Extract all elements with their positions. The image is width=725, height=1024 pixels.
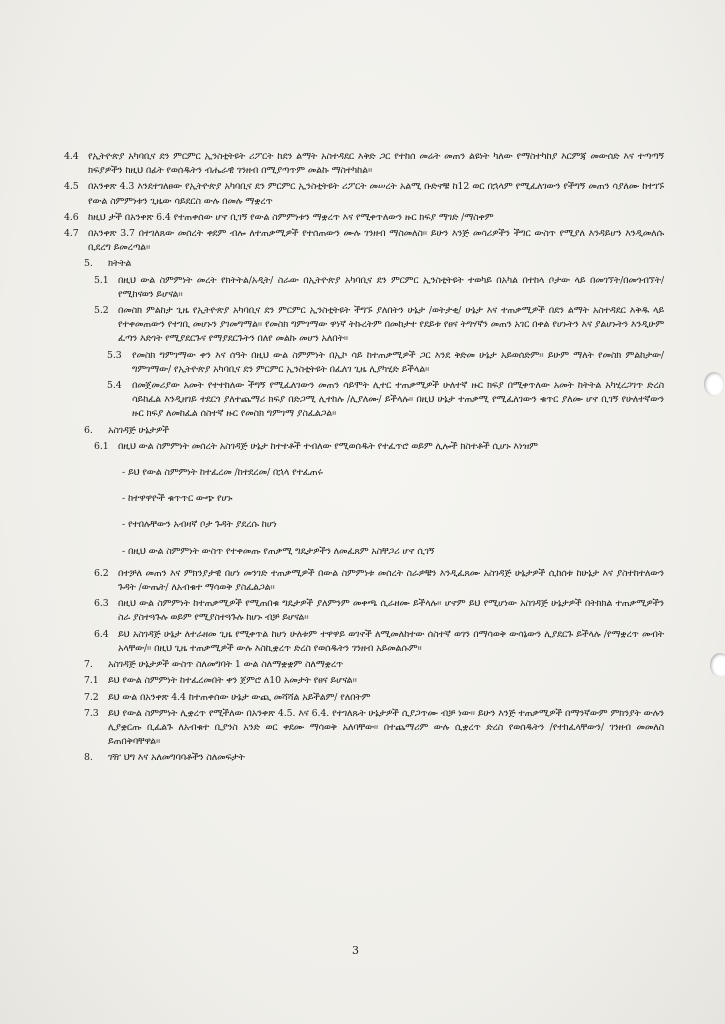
section-number: 7. bbox=[84, 659, 93, 671]
clause-number: 7.2 bbox=[84, 691, 99, 703]
section-heading bbox=[64, 751, 664, 765]
clause-number: 4.6 bbox=[64, 211, 79, 223]
section-title: አስገዳጅ ሁኔታዎች bbox=[108, 424, 169, 436]
clause bbox=[64, 379, 664, 422]
clause bbox=[64, 274, 664, 302]
clause-text: በዚህ ውል ስምምነት መሰረት አስገዳጅ ሁኔታ ከተተቶች ተብለው የሚወሰዱት የተፈጥሮ ወይም ሊሎች ክስተቶች ሲሆኑ እነዝም bbox=[118, 440, 538, 452]
clause-number: 5.3 bbox=[107, 349, 122, 361]
clause-number: 4.7 bbox=[64, 228, 79, 240]
clause-text: በአንቀጽ 3.7 በተገለጸው መሰረት ቀደም ብሎ ለተጠቃሚዎች የተሰጠውን ሙሉ ገንዘብ ማስመለስ፡፡ ይሁን እንጅ መሳሪዎችን ችግር ውስጥ የሚያለ እንዳይሆን እንዲመለሱ ቢደረግ ይመረጣል፡፡ bbox=[88, 228, 664, 254]
clause bbox=[64, 349, 664, 377]
bullet-item: - በዚህ ውል ስምምነት ውስጥ የተቀመጡ የጠቃሚ ግዴታዎችን ለመፈጸም አስቸጋሪ ሆኖ ሲገኝ bbox=[122, 545, 435, 557]
section-number: 5. bbox=[84, 258, 93, 270]
clause-text: በአንቀጽ 4.3 እንደተገለፀው የኢትዮጵያ አካባቢና ደን ምርምር ኢንስቲትዩት ሪፖርት መሠረት አልሚ ቡድኖቹ ከ12 ወር በኋላም የሚፈለገውን የችግኝ መጠን ሳያለሙ ከተገኙ የውል ስምምነቱን ጊዜው ሳይደርስ ውሉ በመሉ ማቋረጥ bbox=[88, 181, 664, 207]
clause-number: 6.1 bbox=[94, 440, 109, 452]
clause bbox=[64, 628, 664, 656]
clause bbox=[64, 707, 664, 750]
clause-text: ይህ ውል በአንቀጽ 4.4 ከተጠቀሰው ሁኔታ ውጪ መሻሻል አይችልም/ የለበትም bbox=[108, 691, 371, 703]
clause-number: 5.1 bbox=[94, 274, 109, 286]
section-title: አስገዳጅ ሁኔታዎች ውስጥ ስለመግባት 1 ውል ስለማቋቋም ስለማቋረጥ bbox=[108, 659, 344, 671]
clause-number: 7.1 bbox=[84, 675, 99, 687]
clause-number: 5.2 bbox=[94, 305, 109, 317]
clause-number: 6.4 bbox=[94, 628, 109, 640]
clause bbox=[64, 691, 664, 705]
clause bbox=[64, 674, 664, 688]
clause bbox=[64, 227, 664, 255]
page-number: 3 bbox=[352, 944, 359, 957]
bullet-item: - ከተዋዋዮች ቁጥጥር ውጭ የሆኑ bbox=[122, 493, 233, 505]
clause-number: 4.4 bbox=[64, 151, 79, 162]
clause-text: በተቻለ መጠን እና ምክንያታዊ በሆነ መንገድ ተጠቃሚዎች በውል ስምምነቱ መሰረት ስራዎቹን እንዲፈጸሙ አስገዳጅ ሁኔታዎች ሲከሰቱ ከሁኔታ እና ያስተከተለውን ጉዳት /ውጤት/ ለአብቁተ ማሳወቅ ያስፈልጋል፡፡ bbox=[118, 567, 664, 594]
section-heading bbox=[64, 257, 664, 271]
clause-number: 4.5 bbox=[64, 181, 79, 193]
section-number: 6. bbox=[84, 424, 93, 436]
punch-hole-top bbox=[704, 372, 724, 396]
document-body bbox=[64, 150, 664, 768]
clause-text: ይህ የውል ስምምነት ሊቋረጥ የሚችለው በአንቀጽ 4.5. እና 6.4. የተገለጹት ሁኔታዎች ሲያጋጥሙ ብቻ ነው፡፡ ይሁን እንጅ ተጠቃሚዎች በማንኛውም ምክንያት ውሉን ሊያቋርጡ ቢፈልጉ ለአብቁተ ቢያንስ አንድ ወር ቀደሙ ማሳወቅ አለባቸው፡፡ በተጨማሪም ውሉ ሲቋረጥ ድረስ የወሰዱትን /የተከፈላቸውን/ ገንዘብ መመለስ ይጠበቅባቸዋል፡፡ bbox=[108, 707, 664, 748]
punch-hole-bottom bbox=[710, 653, 725, 677]
clause bbox=[64, 150, 664, 178]
clause bbox=[64, 180, 664, 208]
clause-text: የመስክ ግምገማው ቀን እና ሰዓት በዚህ ውል ስምምነት በኢኮ ሳይ ከተጠቃሚዎች ጋር እንደ ቅድመ ሁኔታ አይወሰድም፡፡ ይሁም ማለት የመስክ ምልከታው/ግምገማው/ የኢትዮጵያ አካባቢና ደን ምርምር ኢንስቲትዩት በፈለገ ጊዜ ሊያካሂድ ይችላል፡፡ bbox=[132, 349, 664, 375]
clause-text: ይህ የውል ስምምነት ከተፈረመበት ቀን ጀምሮ ለ10 አመታት የፀና ይሆናል፡፡ bbox=[108, 675, 357, 687]
clause-number: 6.2 bbox=[94, 567, 109, 579]
section-heading bbox=[64, 658, 664, 672]
bullet-item: - ይህ የውል ስምምነት ከተፈረመ /ከተደረመ/ በኋላ የተፈጠሩ bbox=[122, 467, 323, 479]
clause bbox=[64, 440, 664, 454]
clause-number: 5.4 bbox=[107, 380, 122, 392]
clause bbox=[64, 567, 664, 595]
bullet-item: - የተበሉቸውን አብዛኛ ቦታ ጉዳት ያደረሱ ከሆነ bbox=[122, 519, 277, 531]
clause bbox=[64, 597, 664, 625]
clause-text: ይህ አስገዳጅ ሁኔታ ለተራዘመ ጊዜ የሚቀጥል ከሆነ ሁለቱም ተዋዋይ ወገኖች ለሚመለከተው ሰስተኛ ወገን በማሳወቅ ውሳኔውን ሊያደርጉ ይችላሉ /የማቋረጥ መብት አላቸው/፡፡ በዚህ ጊዜ ተጠቃሚዎች ውሉ እስኪቋረጥ ድረስ የወሰዱትን ገንዘብ አይመልሱም፡፡ bbox=[118, 628, 664, 654]
clause-text: ከዚህ ታች በአንቀጽ 6.4 የተጠቀሰው ሆኖ ቢገኝ የውል ስምምነቱን ማቋረጥ እና የሚቀጥለውን ዙር ክፍያ ማገድ /ማስቀም bbox=[88, 211, 494, 223]
clause-text: የኢትዮጵያ አካባቢና ደን ምርምር ኢንስቲትዩት ሪፖርት ከደን ልማት አስተዳደር እቅድ ጋር የተከሰ መሬት መጠን ልዩነት ካለው የማስተካከያ እርምጃ መውሰድ እና ተጣጣኝ ክፍያዎችን ከዚህ በፊት የወሰዱትን ብሔራዊ ገንዘብ በሚያጣጥም መልኩ ማስተካከል፡፡ bbox=[88, 151, 664, 177]
clause bbox=[64, 304, 664, 347]
clause-number: 7.3 bbox=[84, 707, 99, 719]
section-number: 8. bbox=[84, 752, 93, 764]
section-title: ክትትል bbox=[108, 258, 132, 270]
clause-number: 6.3 bbox=[94, 598, 109, 610]
clause-text: በመጀመሪያው አመት የተተከለው ችግኝ የሚፈለገውን መጠን ሳይሞት ሊተር ተጠቃሚዎች ሁለተኛ ዙር ክፍያ በሚቀጥለው አመት ከትትል አካሂረጋገጥ ድረስ ሳይከፈል እንዲዘገይ ተደርጎ ያለተጨማሪ ክፍያ በድጋሚ ሊተከሉ /ሊያለሙ/ ይችላሉ፡፡ በዚህ ሁኔታ ተጠቃሚ የሚፈለገውን ቁጥር ያለሙ ሆኖ ቢገኝ የሁለተኛውን ዙር ክፍያ ለመከፈል ሰስተኛ ዙር የመስክ ግምገማ ያስፈልጋል፡፡ bbox=[132, 380, 664, 420]
clause-text: በመስክ ምልከታ ጊዜ የኢትዮጵያ አካባቢና ደን ምርምር ኢንስቲትዩት ችግኙ ያለበትን ሁኔታ /ወትታቂ/ ሁኔታ እና ተጠቃሚዎች በደን ልማት አስተዳደር እቅዱ ላይ የተቀመጠውን የተገቢ መሆኑን ያገመግማል፡፡ የመስክ ግምገማው ዋነኛ ትኩረትም በመከታተ የደይቱ የፀና ትግሃኛን መጠን አገር በቀል የሆኑትን እና ያልሆኑትን እንዲሁም ፈጣን እድገት የሚያደርጉና የማያደርጉትን በለየ መልኩ መሆን አለበት፡፡ bbox=[118, 305, 664, 345]
clause-text: በዚህ ውል ስምምነት ከተጠቃሚዎች የሚጠበቁ ግዴታዎች ያለምንም መቀጫ ሲራዘሙ ይችላሉ፡፡ ሆኖም ይህ የሚሆነው አስገዳጅ ሁኔታዎች በትክክል ተጠቃሚዎችን ስራ ያስተጓጉሉ ወይም የሚያስተጓጉሉ ከሆኑ ብቻ ይሆናል፡፡ bbox=[118, 598, 664, 624]
clause bbox=[64, 211, 664, 225]
section-title: ገዥ ህግ እና አለመግባባቶችን ስለመፍታት bbox=[108, 752, 245, 764]
clause-text: በዚህ ውል ስምምነት መረት የክትትል/አዲት/ ስራው በኢትዮጵያ አካባቢና ደን ምርምር ኢንስቲትዩት ተወካይ በአካል በተከላ ቦታው ላይ በመገኘት/በመጎብኘት/ የሚከናወን ይሆናል፡፡ bbox=[118, 274, 664, 300]
section-heading bbox=[64, 424, 664, 438]
